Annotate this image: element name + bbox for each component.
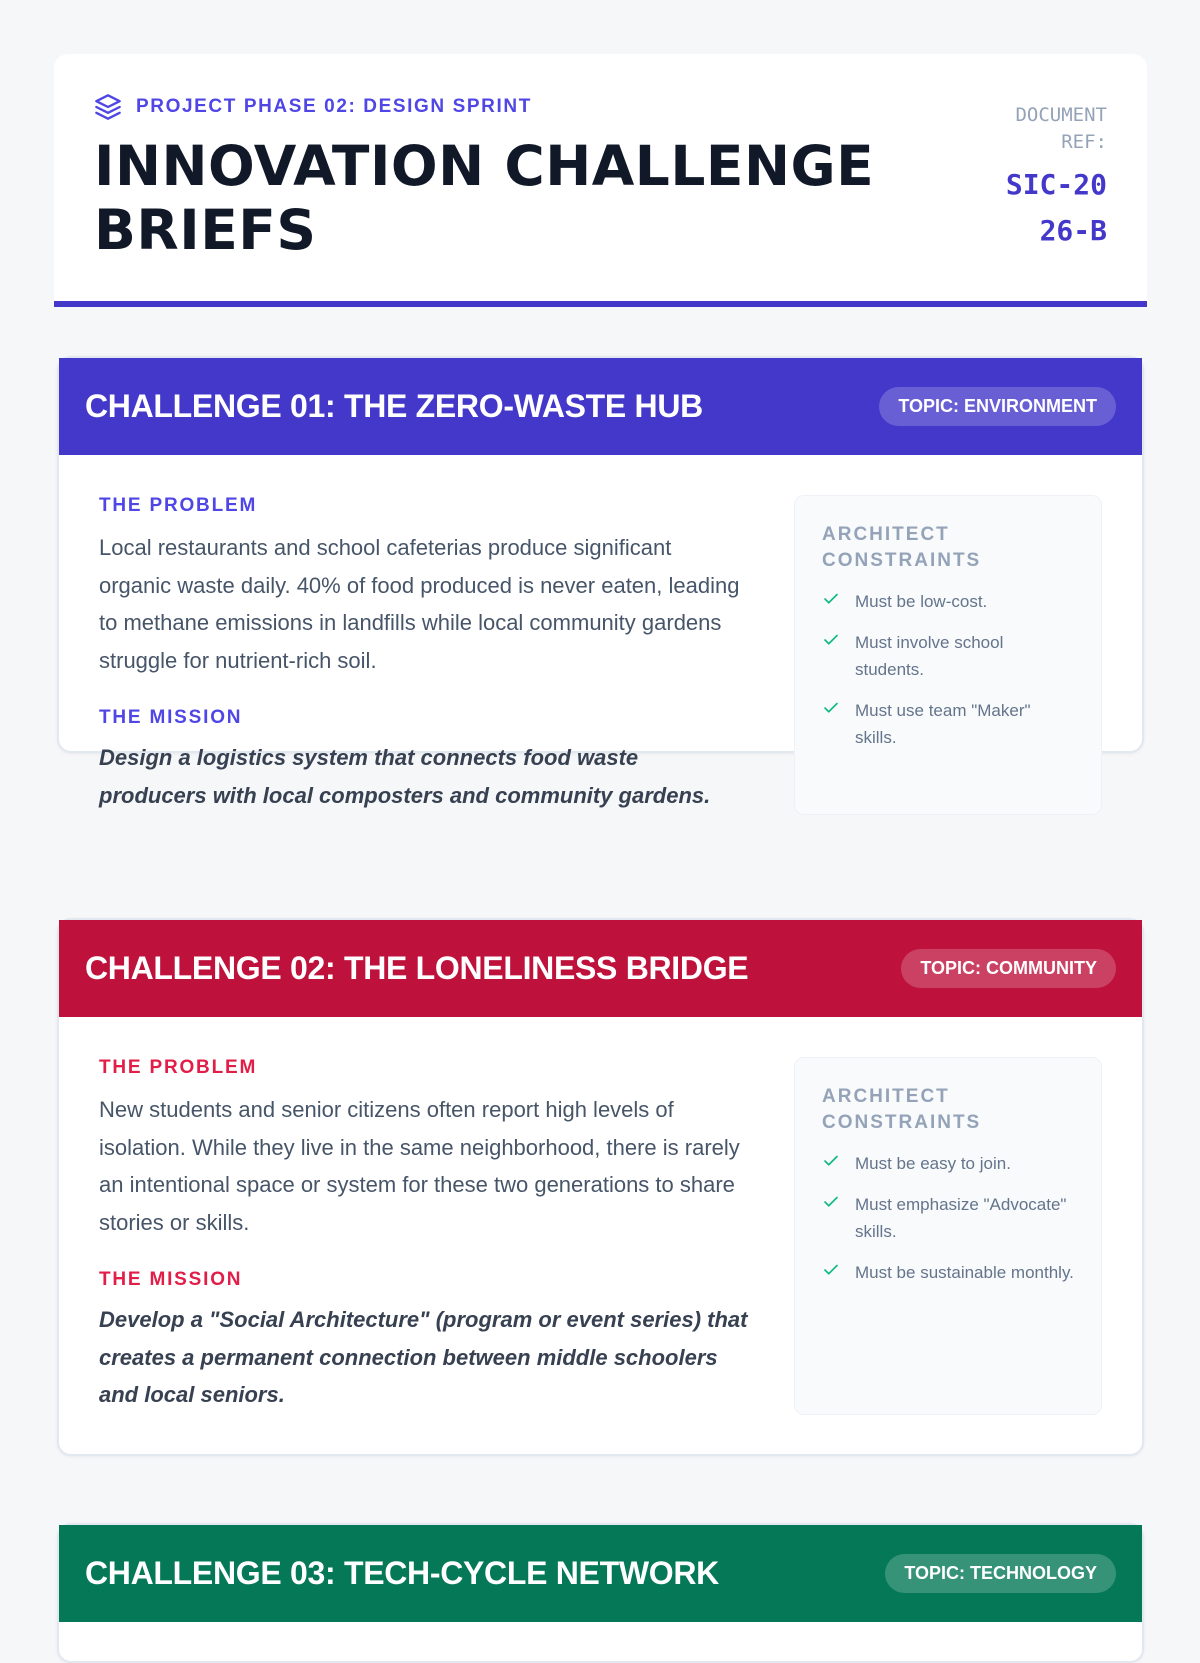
document-reference [997, 102, 1107, 254]
page-title: INNOVATION CHALLENGE BRIEFS [94, 134, 875, 262]
check-icon [822, 631, 840, 649]
constraints-box [794, 495, 1102, 815]
problem-label: THE PROBLEM [99, 495, 258, 516]
constraint-text: Must involve school students. [855, 633, 1004, 679]
layers-icon [94, 93, 122, 121]
topic-badge: TOPIC: COMMUNITY [901, 949, 1116, 988]
challenge-title: CHALLENGE 01: THE ZERO-WASTE HUB [85, 388, 703, 424]
document [54, 54, 1147, 1591]
constraint-text: Must emphasize "Advocate" skills. [855, 1195, 1067, 1241]
mission-label: THE MISSION [99, 707, 243, 728]
constraint-text: Must be low-cost. [855, 592, 988, 611]
mission-label: THE MISSION [99, 1269, 243, 1290]
constraint-item [822, 1259, 1075, 1286]
check-icon [822, 1193, 840, 1211]
check-icon [822, 1261, 840, 1279]
constraint-text: Must use team "Maker" skills. [855, 701, 1031, 747]
constraint-item [822, 629, 1075, 683]
challenge-header [59, 358, 1142, 455]
problem-text: New students and senior citizens often report high levels of isolation. While they live in the same neighborhood, there is rarely an intentional space or system for these two generations to share stories or skills. [99, 1097, 740, 1235]
constraints-title: ARCHITECT CONSTRAINTS [822, 1086, 982, 1133]
document-header [54, 54, 1147, 307]
topic-badge: TOPIC: TECHNOLOGY [885, 1554, 1116, 1593]
challenge-details [99, 1055, 749, 1414]
challenge-details [99, 493, 749, 814]
constraint-item [822, 1150, 1075, 1177]
challenge-card-3 [57, 1523, 1144, 1663]
constraints-box [794, 1057, 1102, 1415]
challenge-header [59, 1525, 1142, 1622]
mission-text: Develop a "Social Architecture" (program or event series) that creates a permanent connection between middle schoolers and local seniors. [99, 1307, 748, 1407]
phase-label: PROJECT PHASE 02: DESIGN SPRINT [136, 96, 532, 117]
topic-badge: TOPIC: ENVIRONMENT [879, 387, 1116, 426]
constraints-title: ARCHITECT CONSTRAINTS [822, 524, 982, 571]
constraint-item [822, 1191, 1075, 1245]
doc-ref-label: DOCUMENT REF: [1015, 104, 1107, 153]
constraint-text: Must be sustainable monthly. [855, 1263, 1074, 1282]
phase-eyebrow [94, 94, 1107, 120]
mission-text: Design a logistics system that connects food waste producers with local composters and community gardens. [99, 745, 711, 808]
challenge-card-2 [57, 918, 1144, 1456]
challenge-body [59, 455, 1142, 808]
constraint-text: Must be easy to join. [855, 1154, 1011, 1173]
constraint-item [822, 588, 1075, 615]
challenge-title: CHALLENGE 03: TECH-CYCLE NETWORK [85, 1555, 719, 1591]
challenge-title: CHALLENGE 02: THE LONELINESS BRIDGE [85, 950, 749, 986]
check-icon [822, 699, 840, 717]
constraint-item [822, 697, 1075, 751]
challenge-card-1 [57, 356, 1144, 808]
check-icon [822, 1152, 840, 1170]
challenge-header [59, 920, 1142, 1017]
constraints-list [822, 588, 1075, 751]
challenge-body [59, 1017, 1142, 1454]
constraints-list [822, 1150, 1075, 1286]
check-icon [822, 590, 840, 608]
problem-text: Local restaurants and school cafeterias produce significant organic waste daily. 40% of food produced is never eaten, leading to methane emissions in landfills while local community gardens struggle for nutrient-rich soil. [99, 535, 740, 673]
doc-ref-value: SIC-2026-B [1005, 168, 1107, 247]
problem-label: THE PROBLEM [99, 1057, 258, 1078]
